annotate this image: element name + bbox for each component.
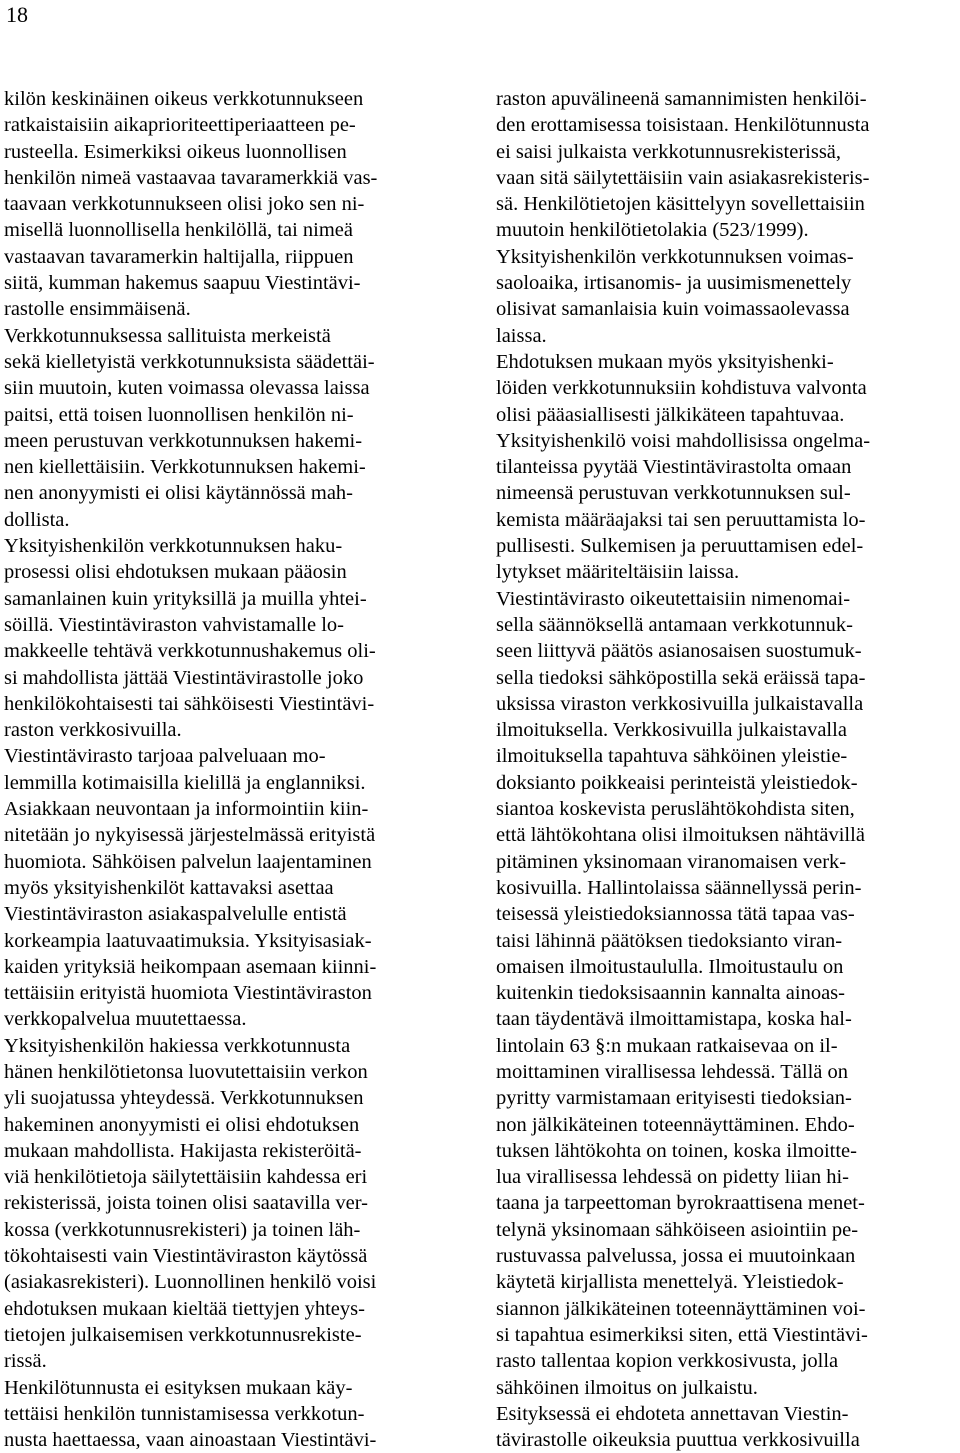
right-column-text-line: olisi pääasiallisesti jälkikäteen tapahtuvaa. [496,403,845,426]
right-column-text-line: pyritty varmistamaan erityisesti tiedoksian- [496,1087,852,1110]
right-column-text-line: sä. Henkilötietojen käsittelyyn sovellettaisiin [496,193,865,216]
left-column-text-line: si mahdollista jättää Viestintävirastolle joko [4,666,364,689]
right-column-text-line: Yksityishenkilön verkkotunnuksen voimas- [496,245,854,268]
right-column-text-line: tuksen lähtökohta on toinen, koska ilmoitte- [496,1139,857,1162]
right-column-text-line: lytykset määriteltäisiin laissa. [496,561,740,584]
left-column-text-line: henkilökohtaisesti tai sähköisesti Viestintävi- [4,692,375,715]
right-column-text-line: kosivuilla. Hallintolaissa säännellyssä perin- [496,876,862,899]
right-column-text-line: ei saisi julkaista verkkotunnusrekisterissä, [496,140,842,163]
left-column-text-line: nen kiellettäisiin. Verkkotunnuksen hakemi- [4,456,366,479]
left-column-text-line: Yksityishenkilön verkkotunnuksen haku- [4,535,343,558]
right-column-text-line: teisessä yleistiedoksiannossa tätä tapaa vas- [496,903,855,926]
left-column-text-line: dollista. [4,508,70,531]
left-column-text-line: rastolle ensimmäisenä. [4,298,191,321]
right-column-text-line: tävirastolle oikeuksia puuttua verkkosivuilla [496,1429,860,1452]
right-text-column [496,86,956,1453]
left-column-text-line: nusta haettaessa, vaan ainoastaan Viestintävi- [4,1429,377,1452]
left-column-text-line: Yksityishenkilön hakiessa verkkotunnusta [4,1034,351,1057]
left-column-text-line: hakeminen anonyymisti ei olisi ehdotuksen [4,1113,360,1136]
left-column-text-line: korkeampia laatuvaatimuksia. Yksityisasiak- [4,929,372,952]
left-column-text-line: söillä. Viestintäviraston vahvistamalle lo- [4,613,344,636]
right-column-text-line: pullisesti. Sulkemisen ja peruuttamisen edel- [496,535,864,558]
right-column-text-line: seen liittyvä päätös asianosaisen suostumuk- [496,640,862,663]
left-column-text-line: yli suojatussa yhteydessä. Verkkotunnuksen [4,1087,364,1110]
right-column-text-line: kuitenkin tiedoksisaannin kannalta ainoas- [496,982,845,1005]
left-column-text-line: Verkkotunnuksessa sallituista merkeistä [4,324,331,347]
right-column-text-line: ilmoituksella. Verkkosivuilla julkaistavalla [496,719,847,742]
right-column-text-line: muutoin henkilötietolakia (523/1999). [496,219,809,242]
right-column-text-line: den erottamisessa toisistaan. Henkilötunnusta [496,114,870,137]
left-column-text-line: siitä, kumman hakemus saapuu Viestintävi- [4,272,361,295]
right-column-text-line: telynä yksinomaan sähköiseen asiointiin pe- [496,1218,859,1241]
left-column-text-line: sekä kielletyistä verkkotunnuksista säädettäi- [4,350,375,373]
left-column-text-line: raston verkkosivuilla. [4,719,182,742]
right-column-text-line: nimeensä perustuvan verkkotunnuksen sul- [496,482,851,505]
left-column-text-line: meen perustuvan verkkotunnuksen hakemi- [4,429,363,452]
left-column-text-line: myös yksityishenkilöt kattavaksi asettaa [4,876,334,899]
left-column-text-line: rissä. [4,1350,47,1373]
right-column-text-line: taana ja tarpeettoman byrokraattisena menet- [496,1192,865,1215]
left-column-text-line: Asiakkaan neuvontaan ja informointiin kiin- [4,798,369,821]
right-column-text-line: siannon jälkikäteinen toteennäyttäminen voi- [496,1297,866,1320]
left-column-text-line: rusteella. Esimerkiksi oikeus luonnollisen [4,140,347,163]
left-column-text-line: misellä luonnollisella henkilöllä, tai nimeä [4,219,353,242]
right-column-text-line: ilmoituksella tapahtuva sähköinen yleistie- [496,745,848,768]
left-column-text-line: rekisterissä, joista toinen olisi saatavilla ver- [4,1192,368,1215]
right-column-text-line: Esityksessä ei ehdoteta annettavan Viestin- [496,1402,849,1425]
right-column-text-line: että lähtökohtana olisi ilmoituksen nähtävillä [496,824,865,847]
right-column-text-line: kemista määräajaksi tai sen peruuttamista lo- [496,508,866,531]
right-column-text-line: saoloaika, irtisanomis- ja uusimismenettely [496,272,852,295]
right-column-text-line: raston apuvälineenä samannimisten henkilöi- [496,88,867,110]
right-column-text-line: Viestintävirasto oikeutettaisiin nimenomai- [496,587,851,610]
right-column-text-line: vaan sitä säilytettäisiin vain asiakasrekisteris- [496,166,870,189]
right-column-text-line: tilanteissa pyytää Viestintävirastolta omaan [496,456,852,479]
right-column-text-line: doksianto poikkeaisi perinteistä yleistiedok- [496,771,858,794]
left-column-text-line: kaiden yrityksiä heikompaan asemaan kiinni- [4,955,377,978]
right-column-text-line: sähköinen ilmoitus on julkaistu. [496,1376,758,1399]
right-column-text-line: Ehdotuksen mukaan myös yksityishenki- [496,350,834,373]
left-column-text-line: makkeelle tehtävä verkkotunnushakemus oli- [4,640,376,663]
right-column-text-line: rustuvassa palvelussa, jossa ei muutoinkaan [496,1245,856,1268]
right-column-text-line: Yksityishenkilö voisi mahdollisissa ongelma- [496,429,871,452]
left-column-text-line: paitsi, että toisen luonnollisen henkilön ni- [4,403,354,426]
left-column-text-line: tökohtaisesti vain Viestintäviraston käytössä [4,1245,368,1268]
left-column-text-line: hänen henkilötietonsa luovutettaisiin verkon [4,1060,368,1083]
left-column-text-line: Henkilötunnusta ei esityksen mukaan käy- [4,1376,353,1399]
right-column-text-line: lua virallisessa lehdessä on pidetty liian hi- [496,1166,849,1189]
left-column-text-line: tettäisiin erityistä huomiota Viestintäviraston [4,982,372,1005]
right-column-text-line: omaisen ilmoitustaululla. Ilmoitustaulu on [496,955,844,978]
right-column-text-line: rasto tallentaa kopion verkkosivusta, jolla [496,1350,839,1373]
right-column-text-line: pitäminen yksinomaan viranomaisen verk- [496,850,847,873]
left-column-text-line: ehdotuksen mukaan kieltää tiettyjen yhteys- [4,1297,365,1320]
left-text-column [4,86,466,1453]
page-number: 18 [6,2,28,27]
left-column-text-line: lemmilla kotimaisilla kielillä ja englanniksi. [4,771,366,794]
right-column-text-line: taisi lähinnä päätöksen tiedoksianto viran- [496,929,843,952]
left-column-text-line: ratkaistaisiin aikaprioriteettiperiaatteen pe- [4,114,356,137]
right-column-text-line: non jälkikäteinen toteennäyttäminen. Ehdo- [496,1113,855,1136]
left-column-text-line: Viestintäviraston asiakaspalvelulle entistä [4,903,347,926]
right-column-text-line: si tapahtua esimerkiksi siten, että Viestintävi- [496,1323,868,1346]
left-column-text-line: Viestintävirasto tarjoaa palveluaan mo- [4,745,326,768]
left-column-text-line: mukaan mahdollista. Hakijasta rekisteröitä- [4,1139,362,1162]
right-column-text-line: siantoa koskevista peruslähtökohdista siten, [496,798,855,821]
right-column-text-line: laissa. [496,324,547,347]
left-column-text-line: huomiota. Sähköisen palvelun laajentaminen [4,850,372,873]
left-column-text-line: samanlainen kuin yrityksillä ja muilla yhtei- [4,587,367,610]
left-column-text-line: siin muutoin, kuten voimassa olevassa laissa [4,377,370,400]
right-column-text-line: uksissa viraston verkkosivuilla julkaistavalla [496,692,864,715]
left-column-text-line: viä henkilötietoja säilytettäisiin kahdessa eri [4,1166,368,1189]
left-column-text-line: kilön keskinäinen oikeus verkkotunnukseen [4,88,364,110]
left-column-text-line: verkkopalvelua muutettaessa. [4,1008,247,1031]
left-column-text-line: vastaavan tavaramerkin haltijalla, riippuen [4,245,354,268]
left-column-text-line: nen anonyymisti ei olisi käytännössä mah- [4,482,354,505]
left-column-text-line: tietojen julkaisemisen verkkotunnusrekiste- [4,1323,362,1346]
right-column-text-line: löiden verkkotunnuksiin kohdistuva valvonta [496,377,867,400]
left-column-text-line: tettäisi henkilön tunnistamisessa verkkotun- [4,1402,365,1425]
right-column-text-line: lintolain 63 §:n mukaan ratkaisevaa on il- [496,1034,838,1057]
right-column-text-line: sella säännöksellä antamaan verkkotunnuk- [496,613,853,636]
right-column-text-line: olisivat samanlaisia kuin voimassaolevassa [496,298,850,321]
left-column-text-line: (asiakasrekisteri). Luonnollinen henkilö voisi [4,1271,377,1294]
right-column-text-line: sella tiedoksi sähköpostilla sekä eräissä tapa- [496,666,866,689]
right-column-text-line: käytetä kirjallista menettelyä. Yleistiedok- [496,1271,844,1294]
left-column-text-line: henkilön nimeä vastaavaa tavaramerkkiä vas- [4,166,378,189]
left-column-text-line: prosessi olisi ehdotuksen mukaan pääosin [4,561,347,584]
left-column-text-line: nitetään jo nykyisessä järjestelmässä erityistä [4,824,376,847]
left-column-text-line: taavaan verkkotunnukseen olisi joko sen ni- [4,193,365,216]
right-column-text-line: moittaminen virallisessa lehdessä. Tällä on [496,1060,849,1083]
right-column-text-line: taan täydentävä ilmoittamistapa, koska hal- [496,1008,852,1031]
left-column-text-line: kossa (verkkotunnusrekisteri) ja toinen läh- [4,1218,361,1241]
